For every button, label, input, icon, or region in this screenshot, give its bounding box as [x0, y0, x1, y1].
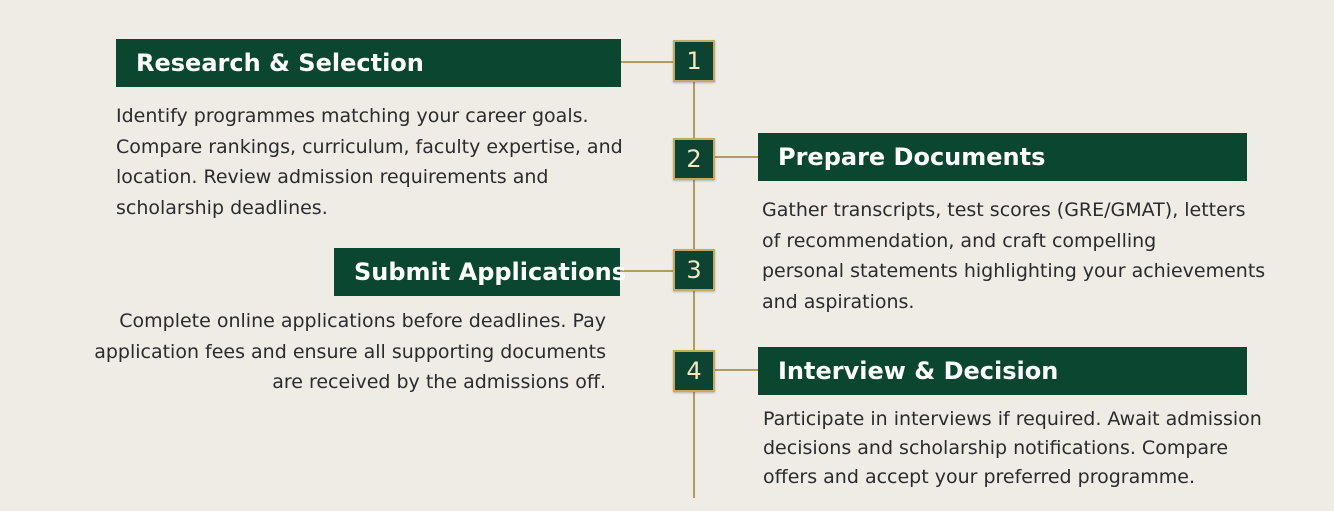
step-2-description — [762, 195, 1292, 317]
step-4-description — [763, 405, 1293, 492]
step-1-description-line: Identify programmes matching your career goals. — [116, 105, 589, 127]
step-3-description — [80, 306, 606, 398]
step-1-description — [116, 101, 636, 223]
step-3-number-badge: 3 — [673, 249, 715, 291]
step-3-description-line: application fees and ensure all supporting documents — [94, 340, 606, 363]
step-1-number-badge: 1 — [673, 40, 715, 82]
step-3-title: Submit Applications — [334, 248, 620, 296]
step-4-description-line: offers and accept your preferred programme. — [763, 466, 1195, 488]
step-1-title: Research & Selection — [116, 39, 621, 87]
step-1-description-line: scholarship deadlines. — [116, 196, 328, 219]
step-4-description-line: Participate in interviews if required. Await admission — [763, 408, 1262, 430]
step-2-description-line: and aspirations. — [762, 290, 915, 313]
step-4-number-badge: 4 — [673, 350, 715, 392]
step-3-description-line: Complete online applications before deadlines. Pay — [119, 310, 606, 332]
step-2-description-line: Gather transcripts, test scores (GRE/GMAT), letters — [762, 199, 1246, 221]
step-4-description-line: decisions and scholarship notifications. Compare — [763, 437, 1229, 459]
step-1-description-line: location. Review admission requirements and — [116, 166, 549, 188]
step-3-description-line: are received by the admissions off. — [272, 371, 606, 393]
step-2-description-line: of recommendation, and craft compelling — [762, 229, 1157, 252]
step-4-title: Interview & Decision — [758, 347, 1247, 395]
step-2-title: Prepare Documents — [758, 133, 1247, 181]
step-2-description-line: personal statements highlighting your achievements — [762, 260, 1266, 282]
step-2-number-badge: 2 — [673, 138, 715, 180]
step-1-description-line: Compare rankings, curriculum, faculty expertise, and — [116, 135, 623, 158]
